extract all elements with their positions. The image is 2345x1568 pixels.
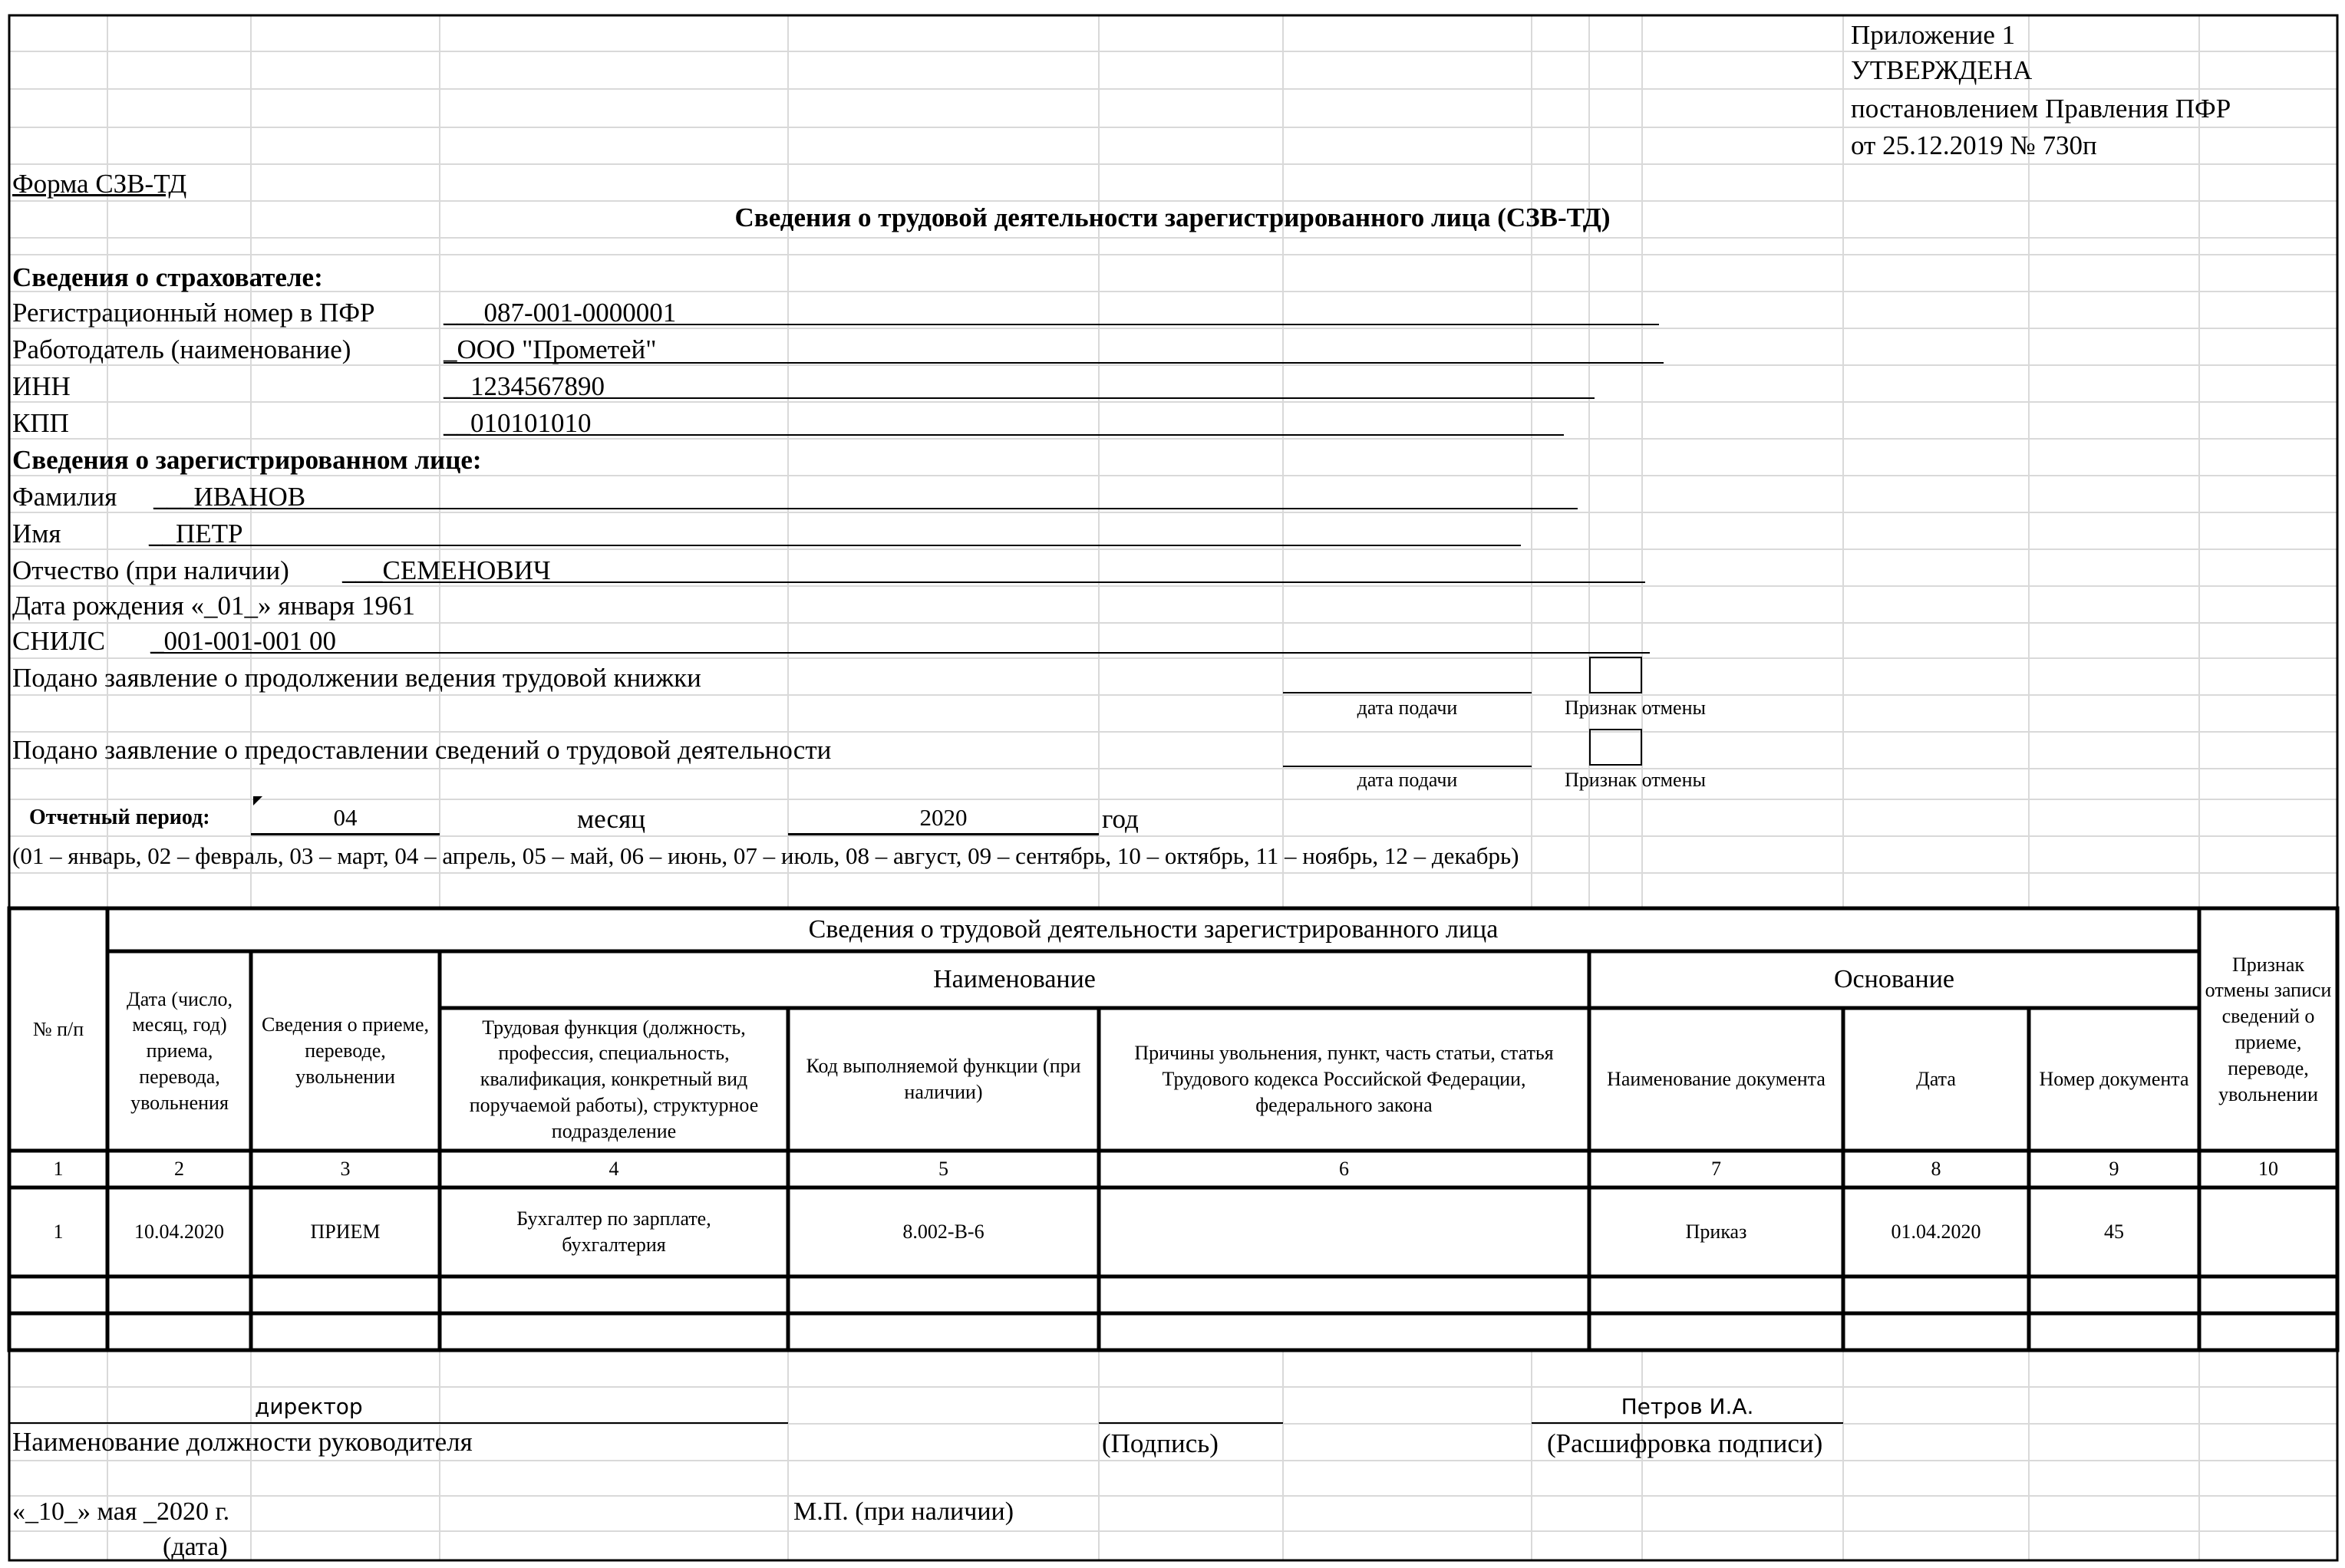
col-number: 9 — [2109, 1158, 2119, 1181]
signer-name-value: Петров И.А. — [1621, 1394, 1754, 1419]
row-num: 1 — [53, 1220, 64, 1244]
kpp-label: КПП — [12, 408, 69, 438]
name-line — [149, 545, 1521, 546]
col-header-doc-num: Номер документа — [2039, 1068, 2189, 1091]
birth-date: Дата рождения «_01_» января 1961 — [12, 591, 415, 621]
cancel-caption-1: Признак отмены — [1565, 697, 1706, 719]
period-month-word: месяц — [577, 804, 645, 834]
naming-title: Наименование — [933, 964, 1096, 993]
surname-line — [153, 508, 1578, 509]
col-header-code: Код выполняемой функции (при наличии) — [806, 1055, 1081, 1103]
patronymic-line — [342, 581, 1645, 583]
cancel-checkbox-2[interactable] — [1589, 729, 1642, 766]
application-date-line-1 — [1283, 692, 1532, 693]
row-doc-name: Приказ — [1685, 1220, 1747, 1244]
name-value: __ПЕТР — [149, 519, 243, 548]
col-header-doc-name: Наименование документа — [1607, 1068, 1826, 1091]
inn-value: __1234567890 — [444, 371, 605, 401]
col-number: 5 — [938, 1158, 948, 1181]
application-provide-info: Подано заявление о предоставлении сведений о трудовой деятельности — [12, 735, 832, 765]
col-header-num: № п/п — [32, 1018, 84, 1041]
page-title: Сведения о трудовой деятельности зарегистрированного лица (СЗВ-ТД) — [734, 203, 1611, 232]
patronymic-value: ___СЕМЕНОВИЧ — [342, 555, 551, 585]
employer-value: _ООО "Прометей" — [444, 334, 657, 364]
col-number: 7 — [1711, 1158, 1721, 1181]
period-legend: (01 – январь, 02 – февраль, 03 – март, 04 – апрель, 05 – май, 06 – июнь, 07 – июль, 08 – август, 09 – сентябрь, 10 – октябрь, 11 – ноябрь, 12 – декабрь) — [12, 842, 1519, 869]
col-header-date: Дата (число, месяц, год) приема, перевода, увольнения — [127, 987, 233, 1114]
date-caption-1: дата подачи — [1357, 697, 1458, 719]
signature-caption: (Подпись) — [1102, 1428, 1219, 1458]
reg-number-label: Регистрационный номер в ПФР — [12, 298, 375, 328]
name-label: Имя — [12, 519, 61, 548]
period-year-word: год — [1102, 804, 1139, 834]
row-doc-num: 45 — [2104, 1220, 2124, 1244]
approved-label: УТВЕРЖДЕНА — [1851, 55, 2033, 85]
col-header-cancel: Признак отмены записи сведений о приеме, переводе, увольнении — [2205, 953, 2332, 1105]
reg-number-value: ___087-001-0000001 — [444, 298, 677, 328]
col-header-function: Трудовая функция (должность, профессия, специальность, квалификация, конкретный вид поручаемой работы), структурное подразделение — [469, 1016, 759, 1142]
kpp-value: __010101010 — [444, 408, 592, 438]
kpp-line — [444, 434, 1564, 436]
snils-label: СНИЛС — [12, 626, 105, 656]
col-number: 1 — [53, 1158, 64, 1181]
surname-value: ___ИВАНОВ — [153, 482, 306, 512]
period-label: Отчетный период: — [29, 805, 210, 829]
col-number: 4 — [609, 1158, 619, 1181]
resolution-date: от 25.12.2019 № 730п — [1851, 130, 2097, 160]
appendix-label: Приложение 1 — [1851, 20, 2016, 50]
col-header-reason: Причины увольнения, пункт, часть статьи, статья Трудового кодекса Российской Федерации, федерального закона — [1134, 1042, 1554, 1116]
table-group-title: Сведения о трудовой деятельности зарегистрированного лица — [808, 914, 1499, 944]
row-date: 10.04.2020 — [134, 1220, 224, 1244]
resolution-label: постановлением Правления ПФР — [1851, 94, 2231, 124]
insurer-heading: Сведения о страхователе: — [12, 262, 323, 292]
row-reason — [1099, 1188, 1589, 1276]
row-info: ПРИЕМ — [310, 1220, 381, 1244]
person-heading: Сведения о зарегистрированном лице: — [12, 445, 482, 475]
position-caption: Наименование должности руководителя — [12, 1427, 473, 1457]
sign-date-caption: (дата) — [163, 1533, 228, 1561]
application-continue-book: Подано заявление о продолжении ведения трудовой книжки — [12, 663, 701, 693]
cancel-checkbox-1[interactable] — [1589, 657, 1642, 693]
surname-label: Фамилия — [12, 482, 117, 512]
basis-title: Основание — [1833, 964, 1955, 993]
col-header-info: Сведения о приеме, переводе, увольнении — [261, 1013, 430, 1088]
col-header-doc-date: Дата — [1916, 1068, 1956, 1091]
reg-number-line — [444, 324, 1659, 325]
col-number: 8 — [1931, 1158, 1941, 1181]
position-value: директор — [255, 1394, 363, 1419]
patronymic-label: Отчество (при наличии) — [12, 555, 289, 585]
stamp-label: М.П. (при наличии) — [793, 1497, 1014, 1526]
row-doc-date: 01.04.2020 — [1891, 1220, 1981, 1244]
signer-name-caption: (Расшифровка подписи) — [1547, 1428, 1823, 1458]
period-year-line — [788, 833, 1099, 835]
period-month[interactable]: 04 — [333, 804, 358, 831]
date-caption-2: дата подачи — [1357, 769, 1458, 791]
signer-name-line — [1532, 1422, 1843, 1424]
inn-label: ИНН — [12, 371, 71, 401]
sign-date-value: «_10_» мая _2020 г. — [12, 1497, 230, 1526]
form-code: Форма СЗВ-ТД — [12, 169, 187, 199]
snils-line — [150, 652, 1650, 654]
row-function: Бухгалтер по зарплате, бухгалтерия — [516, 1207, 711, 1256]
col-number: 2 — [174, 1158, 184, 1181]
col-number: 10 — [2258, 1158, 2278, 1181]
period-month-line — [251, 833, 440, 835]
cancel-caption-2: Признак отмены — [1565, 769, 1706, 791]
col-number: 6 — [1339, 1158, 1349, 1181]
row-code: 8.002-В-6 — [902, 1220, 985, 1244]
col-number: 3 — [340, 1158, 351, 1181]
position-line — [9, 1422, 788, 1424]
employer-label: Работодатель (наименование) — [12, 334, 351, 364]
inn-line — [444, 397, 1595, 399]
period-year[interactable]: 2020 — [919, 804, 968, 831]
row-cancel — [2199, 1188, 2337, 1276]
application-date-line-2 — [1283, 766, 1532, 767]
signature-line — [1099, 1422, 1283, 1424]
employer-line — [444, 362, 1664, 364]
snils-value: _001-001-001 00 — [150, 626, 337, 656]
